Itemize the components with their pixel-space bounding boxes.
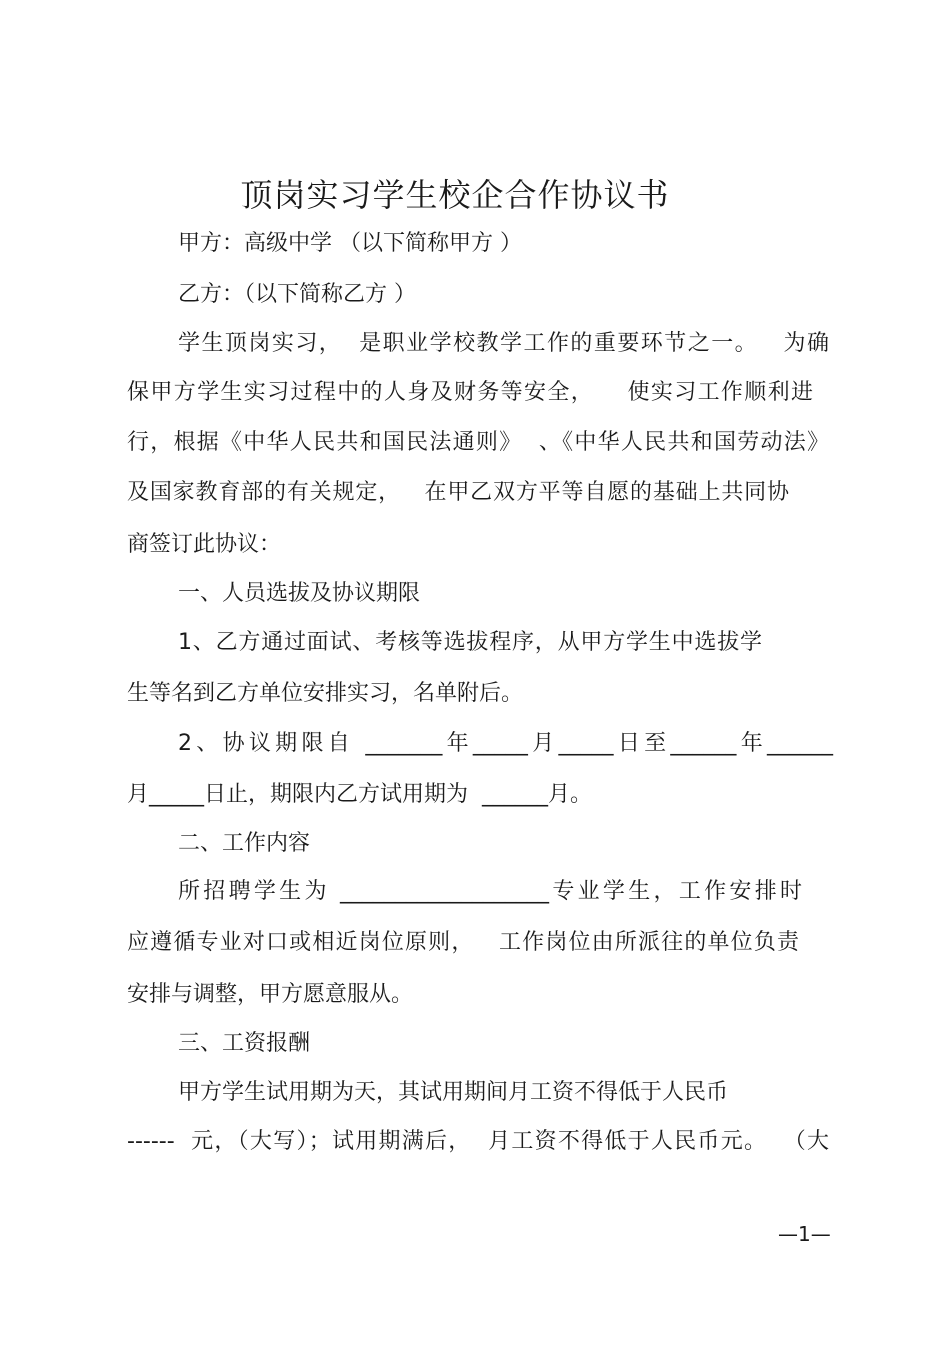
document-title: 顶岗实习学生校企合作协议书 (240, 176, 670, 214)
clause-1-1-line-1: 1、乙方通过面试、考核等选拔程序，从甲方学生中选拔学 (178, 630, 762, 655)
clause-1-2-line-1: 2、协议期限自 _______年_____月_____日至______年______ (178, 731, 833, 756)
page-number: —1— (778, 1222, 831, 1246)
work-content-line-3: 安排与调整，甲方愿意服从。 (127, 982, 414, 1007)
intro-paragraph-line-3: 行，根据《中华人民共和国民法通则》 、《中华人民共和国劳动法》 (127, 430, 829, 455)
intro-paragraph-line-1: 学生顶岗实习， 是职业学校教学工作的重要环节之一。 为确 (178, 331, 829, 356)
section-3-heading: 三、工资报酬 (178, 1031, 311, 1056)
section-1-heading: 一、人员选拔及协议期限 (178, 581, 421, 606)
salary-line-1: 甲方学生试用期为天，其试用期间月工资不得低于人民币 (178, 1080, 729, 1105)
work-content-line-1: 所招聘学生为 ___________________专业学生，工作安排时 (178, 879, 802, 904)
intro-paragraph-line-4: 及国家教育部的有关规定， 在甲乙双方平等自愿的基础上共同协 (127, 480, 789, 505)
party-b-line: 乙方：（以下简称乙方 ） (178, 282, 416, 307)
work-content-line-2: 应遵循专业对口或相近岗位原则， 工作岗位由所派往的单位负责 (127, 930, 799, 955)
party-a-line: 甲方：高级中学 （以下简称甲方 ） (178, 231, 522, 256)
clause-1-1-line-2: 生等名到乙方单位安排实习，名单附后。 (127, 681, 524, 706)
intro-paragraph-line-2: 保甲方学生实习过程中的人身及财务等安全， 使实习工作顺利进 (127, 380, 813, 405)
salary-line-2: ------ 元，（大写）；试用期满后， 月工资不得低于人民币元。 （大 (127, 1129, 829, 1154)
intro-paragraph-line-5: 商签订此协议： (127, 532, 282, 557)
section-2-heading: 二、工作内容 (178, 831, 311, 856)
clause-1-2-line-2: 月_____日止，期限内乙方试用期为 ______月。 (127, 782, 592, 807)
